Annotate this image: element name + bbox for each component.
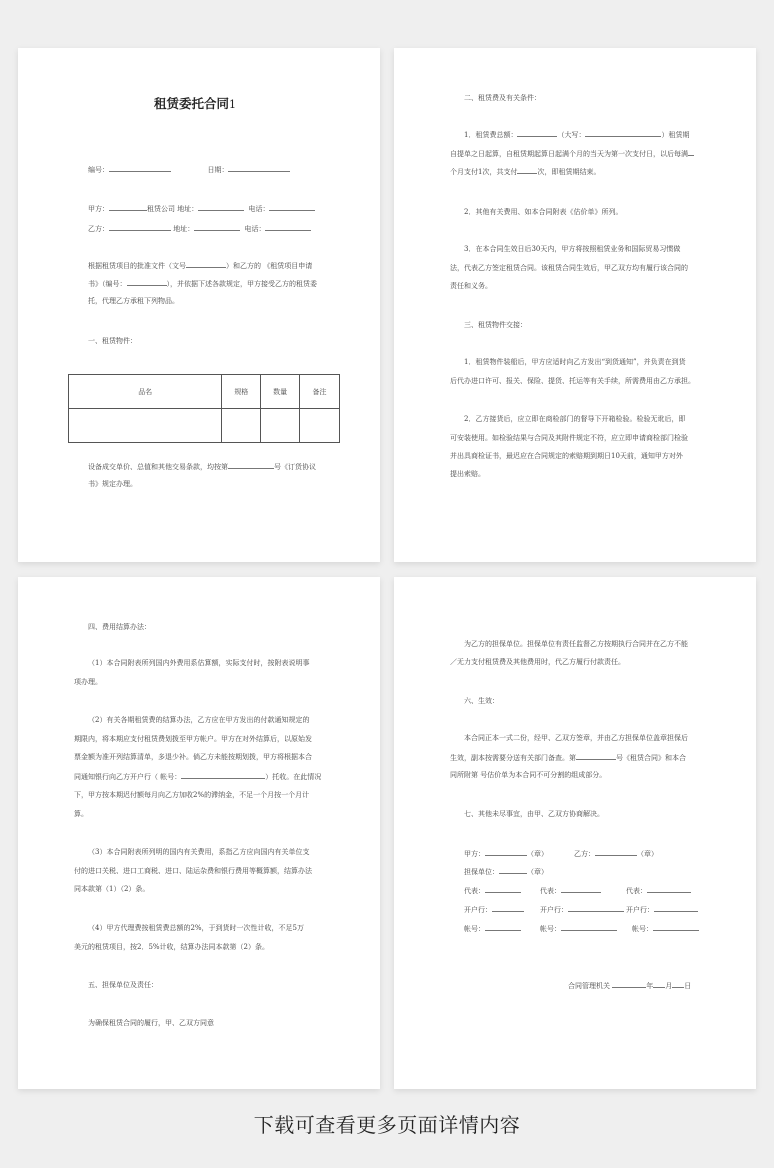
clause-4-4-line-1: （4）甲方代理费按租赁费总额的2%，于到货时一次性计收，不足5万 bbox=[88, 924, 305, 932]
clause-2-1-line-1: 1．租赁费总额： （大写： ）租赁期 bbox=[464, 131, 690, 139]
party-a-line: 甲方： 租赁公司 地址： 电话： bbox=[88, 203, 315, 215]
section-5-heading: 五、担保单位及责任： bbox=[88, 981, 158, 989]
clause-3-1-line-2: 后代办进口许可、报关、保险、提货、托运等有关手续，所需费用由乙方承担。 bbox=[450, 377, 695, 385]
sig-rep-g: 代表： bbox=[626, 885, 691, 897]
clause-4-3-line-3: 同本款第（1）（2）条。 bbox=[74, 885, 150, 893]
clause-2-1-line-2: 自提单之日起算，自租赁期起算日起满个月的当天为第一次支付日，以后每满 bbox=[450, 148, 694, 160]
party-b-line: 乙方： 地址： 电话： bbox=[88, 223, 311, 235]
table-cell bbox=[222, 409, 261, 443]
clause-3-2-line-2: 可安装使用。如检验结果与合同及其附件规定不符，应立即申请商检部门检验 bbox=[450, 434, 688, 442]
header-spec: 规格 bbox=[222, 375, 261, 409]
sig-bank-g: 开户行： bbox=[626, 904, 698, 916]
clause-4-2-line-1: （2）有关各期租赁费的结算办法，乙方应在甲方发出的付款通知规定的 bbox=[88, 716, 310, 724]
clause-3-2-line-3: 并出具商检证书，最迟应在合同规定的索赔期到期日10天前，通知甲方对外 bbox=[450, 452, 683, 460]
sig-rep-a: 代表： bbox=[464, 885, 521, 897]
clause-3-2-line-4: 提出索赔。 bbox=[450, 470, 485, 478]
clause-4-4-line-2: 美元的租赁项目，按2．5%计收，结算办法同本款第（2）条。 bbox=[74, 943, 270, 951]
contract-page-1 bbox=[18, 48, 380, 562]
clause-6-line-3: 同所附第 号估价单为本合同不可分割的组成部分。 bbox=[450, 771, 607, 779]
equip-line-1: 设备成交单价、总值和其他交易条款，均按第 号《订货协议 bbox=[88, 463, 316, 471]
sig-account-g: 帐号： bbox=[632, 923, 699, 935]
contract-page-3 bbox=[18, 577, 380, 1089]
sig-guarantor: 担保单位： （章） bbox=[464, 868, 548, 876]
clause-4-2-line-3: 票金额为准开列结算清单，多退少补。倘乙方未能按期划拨，甲方将根据本合 bbox=[74, 753, 312, 761]
table-cell bbox=[300, 409, 340, 443]
section-2-heading: 二、租赁费及有关条件： bbox=[464, 94, 541, 102]
contract-page-4 bbox=[394, 577, 756, 1089]
clause-4-1-line-2: 项办理。 bbox=[74, 678, 102, 686]
clause-5-line-1: 为确保租赁合同的履行，甲、乙双方同意 bbox=[88, 1019, 214, 1027]
clause-2-3-line-3: 责任和义务。 bbox=[450, 282, 492, 290]
clause-6-line-1: 本合同正本一式二份，经甲、乙双方签章，并由乙方担保单位盖章担保后 bbox=[464, 734, 688, 742]
number-field: 编号： 日期： bbox=[88, 164, 290, 176]
clause-4-2-line-6: 算。 bbox=[74, 810, 88, 818]
sig-bank-b: 开户行： bbox=[540, 904, 624, 916]
sig-rep-b: 代表： bbox=[540, 885, 601, 897]
header-qty: 数量 bbox=[261, 375, 300, 409]
clause-4-2-line-5: 下，甲方按本期迟付额每月向乙方加收2%的滞纳金，不足一个月按一个月计 bbox=[74, 791, 310, 799]
sig-account-b: 帐号： bbox=[540, 923, 617, 935]
section-4-heading: 四、费用结算办法： bbox=[88, 623, 151, 631]
sig-party-b: 乙方： （章） bbox=[574, 850, 658, 858]
sig-party-a: 甲方： （章） bbox=[464, 850, 548, 858]
header-name: 品名 bbox=[69, 375, 222, 409]
clause-6-line-2: 生效，副本按需要分送有关部门备查。第 号《租赁合同》和本合 bbox=[450, 754, 686, 762]
header-remark: 备注 bbox=[300, 375, 340, 409]
clause-4-2-line-4: 同通知银行向乙方开户行（ 帐号： ）托收。在此情况 bbox=[74, 773, 322, 781]
table-cell bbox=[69, 409, 222, 443]
download-more-caption: 下载可查看更多页面详情内容 bbox=[253, 1113, 521, 1137]
section-6-heading: 六、生效： bbox=[464, 697, 499, 705]
clause-2-2: 2．其他有关费用、如本合同附表《估价单》所列。 bbox=[464, 208, 623, 216]
section-1-heading: 一、租赁物件： bbox=[88, 337, 137, 345]
clause-4-2-line-2: 期限内，将本期应支付租赁费划拨至甲方帐户。甲方在对外结算后，以原始发 bbox=[74, 735, 312, 743]
equip-line-2: 书》规定办理。 bbox=[88, 480, 137, 488]
clause-2-1-line-3: 个月支付1次，共支付 次，即租赁期结束。 bbox=[450, 168, 601, 176]
table-cell bbox=[261, 409, 300, 443]
intro-line-1: 根据租赁项目的批准文件（文号 ）和乙方的 《租赁项目申请 bbox=[88, 262, 313, 270]
sig-authority-date: 合同管理机关 年 月 日 bbox=[568, 982, 692, 990]
clause-4-3-line-1: （3）本合同附表所列明的国内有关费用，系指乙方应向国内有关单位支 bbox=[88, 848, 310, 856]
contract-title: 租赁委托合同1 bbox=[154, 96, 237, 111]
sig-bank-a: 开户行： bbox=[464, 904, 524, 916]
clause-3-2-line-1: 2．乙方接货后，应立即在商检部门的督导下开箱检验。检验无讹后，即 bbox=[464, 415, 686, 423]
sig-account-a: 帐号： bbox=[464, 923, 521, 935]
goods-table bbox=[68, 374, 340, 443]
clause-4-3-line-2: 付的进口关税、进口工商税、进口、陆运杂费和银行费用等概算额，结算办法 bbox=[74, 867, 312, 875]
clause-5-line-2: 为乙方的担保单位。担保单位有责任监督乙方按期执行合同并在乙方不能 bbox=[464, 640, 688, 648]
intro-line-2: 书》（编号： ），并依据下述各款规定，甲方接受乙方的租赁委 bbox=[88, 280, 317, 288]
clause-5-line-3: ／无力支付租赁费及其他费用时，代乙方履行付款责任。 bbox=[450, 658, 625, 666]
section-7-heading: 七、其他未尽事宜，由甲、乙双方协商解决。 bbox=[464, 810, 604, 818]
contract-page-2 bbox=[394, 48, 756, 562]
intro-line-3: 托，代理乙方承租下列物品。 bbox=[88, 297, 179, 305]
clause-2-3-line-2: 法，代表乙方签定租赁合同。该租赁合同生效后，甲乙双方均有履行该合同的 bbox=[450, 264, 688, 272]
clause-3-1-line-1: 1．租赁物件装船后，甲方应适时向乙方发出“到货通知”，并负责在到货 bbox=[464, 358, 686, 366]
clause-2-3-line-1: 3．在本合同生效日后30天内，甲方将按照租赁业务和国际贸易习惯做 bbox=[464, 245, 681, 253]
section-3-heading: 三、租赁物件交接： bbox=[464, 321, 527, 329]
clause-4-1-line-1: （1）本合同附表所列国内外费用系估算额，实际支付时，按附表说明事 bbox=[88, 659, 310, 667]
